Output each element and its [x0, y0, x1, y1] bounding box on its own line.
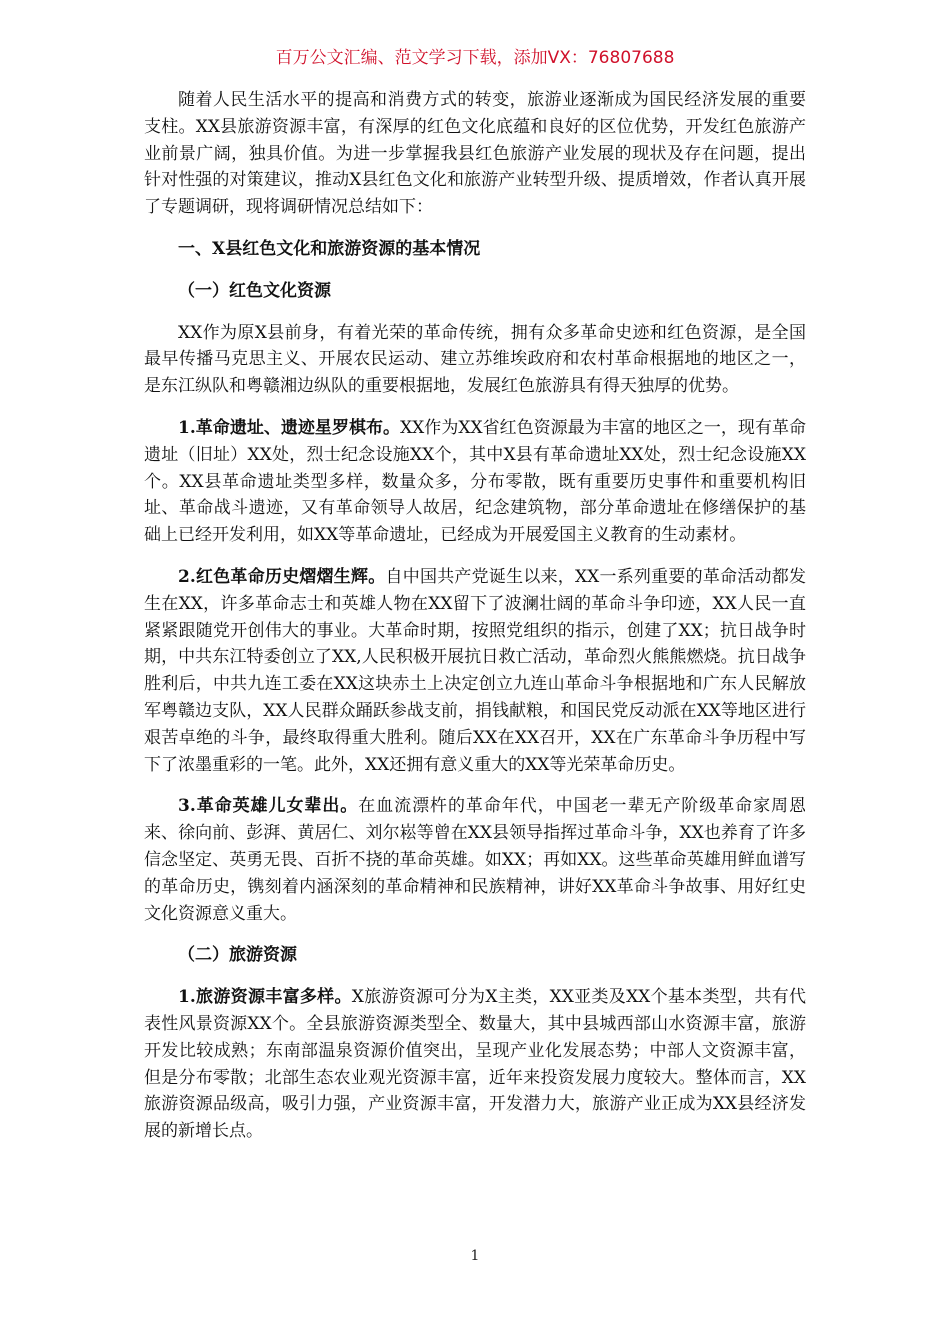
item-text: X旅游资源可分为X主类，XX亚类及XX个基本类型，共有代表性风景资源XX个。全县旅游资源类型全、数量大，其中县城西部山水资源丰富，旅游开发比较成熟；东南部温泉资源价值突出，呈现产业化发展态势；中部人文资源丰富，但是分布零散；北部生态农业观光资源丰富，近年来投资发展力度较大。整体而言，XX旅游资源品级高，吸引力强，产业资源丰富，开发潜力大，旅游产业正成为XX县经济发展的新增长点。 [144, 987, 807, 1142]
page-number: 1 [470, 1248, 480, 1264]
item-text: XX作为XX省红色资源最为丰富的地区之一，现有革命遗址（旧址）XX处，烈士纪念设施XX个，其中X县有革命遗址XX处，烈士纪念设施XX个。XX县革命遗址类型多样，数量众多，分布零散，既有重要历史事件和重要机构旧址、革命战斗遗迹，又有革命领导人故居，纪念建筑物，部分革命遗址在修缮保护的基础上已经开发利用，如XX等革命遗址，已经成为开展爱国主义教育的生动素材。 [144, 417, 806, 546]
item-lead: 3.革命英雄儿女辈出。 [178, 796, 359, 817]
item-paragraph [144, 984, 806, 1145]
item-lead: 2.红色革命历史熠熠生辉。 [178, 566, 386, 587]
subsection-heading-tourism: （二）旅游资源 [178, 945, 297, 966]
item-lead: 1.旅游资源丰富多样。 [178, 987, 352, 1008]
item-paragraph [144, 564, 806, 778]
item-lead: 1.革命遗址、遗迹星罗棋布。 [178, 417, 401, 438]
section-heading: 一、X县红色文化和旅游资源的基本情况 [178, 238, 481, 259]
document-body [144, 87, 806, 1145]
promo-banner: 百万公文汇编、范文学习下载，添加VX：76807688 [275, 48, 675, 68]
subsection-heading-red-culture: （一）红色文化资源 [178, 280, 331, 301]
intro-paragraph: 随着人民生活水平的提高和消费方式的转变，旅游业逐渐成为国民经济发展的重要支柱。XX县旅游资源丰富，有深厚的红色文化底蕴和良好的区位优势，开发红色旅游产业前景广阔，独具价值。为进一步掌握我县红色旅游产业发展的现状及存在问题，提出针对性强的对策建议，推动X县红色文化和旅游产业转型升级、提质增效，作者认真开展了专题调研，现将调研情况总结如下： [144, 90, 806, 218]
item-text: 在血流漂杵的革命年代，中国老一辈无产阶级革命家周恩来、徐向前、彭湃、黄居仁、刘尔崧等曾在XX县领导指挥过革命斗争，XX也养育了许多信念坚定、英勇无畏、百折不挠的革命英雄。如XX；再如XX。这些革命英雄用鲜血谱写的革命历史，镌刻着内涵深刻的革命精神和民族精神，讲好XX革命斗争故事、用好红史文化资源意义重大。 [144, 796, 806, 924]
red-culture-intro: XX作为原X县前身，有着光荣的革命传统，拥有众多革命史迹和红色资源，是全国最早传播马克思主义、开展农民运动、建立苏维埃政府和农村革命根据地的地区之一，是东江纵队和粤赣湘边纵队的重要根据地，发展红色旅游具有得天独厚的优势。 [144, 322, 806, 397]
item-paragraph [144, 793, 806, 927]
item-paragraph [144, 415, 806, 549]
item-text: 自中国共产党诞生以来，XX一系列重要的革命活动都发生在XX，许多革命志士和英雄人物在XX留下了波澜壮阔的革命斗争印迹，XX人民一直紧紧跟随党开创伟大的事业。大革命时期，按照党组织的指示，创建了XX；抗日战争时期，中共东江特委创立了XX,人民积极开展抗日救亡活动，革命烈火熊熊燃烧。抗日战争胜利后，中共九连工委在XX这块赤土上决定创立九连山革命斗争根据地和广东人民解放军粤赣边支队，XX人民群众踊跃参战支前，捐钱献粮，和国民党反动派在XX等地区进行艰苦卓绝的斗争，最终取得重大胜利。随后XX在XX召开，XX在广东革命斗争历程中写下了浓墨重彩的一笔。此外，XX还拥有意义重大的XX等光荣革命历史。 [144, 566, 806, 775]
